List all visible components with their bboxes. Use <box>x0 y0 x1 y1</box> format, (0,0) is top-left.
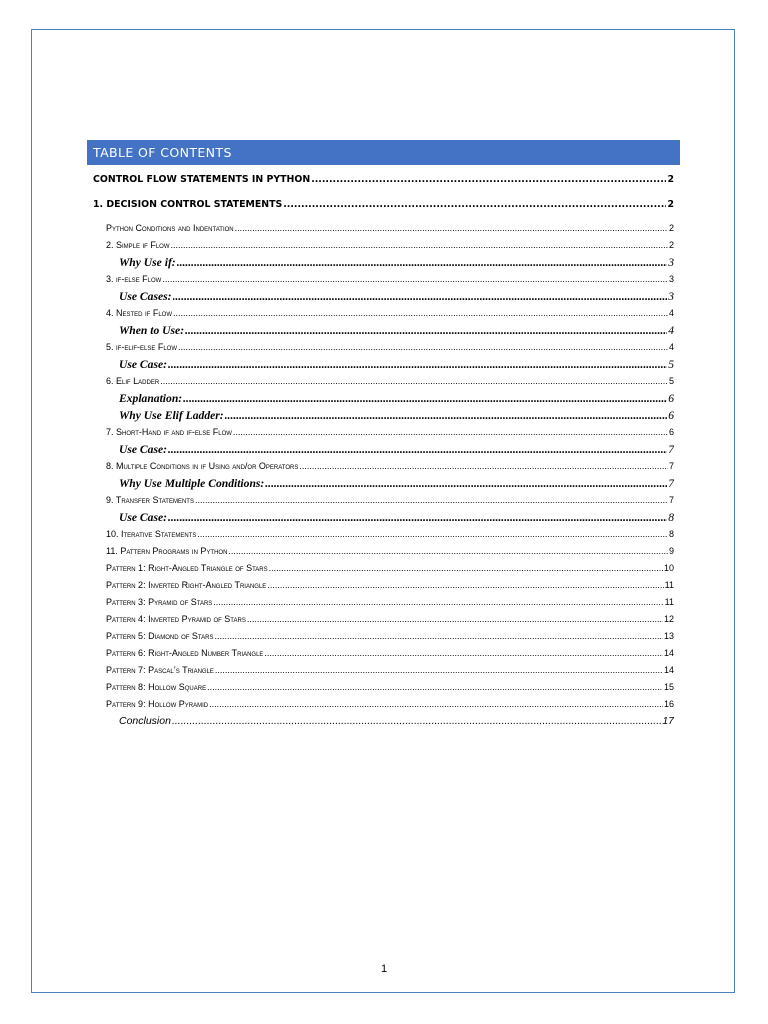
toc-entry[interactable]: 9. Transfer Statements ..... 7 <box>93 492 674 509</box>
toc-entry[interactable]: Why Use Elif Ladder: ..... 6 <box>93 407 674 424</box>
toc-entry[interactable]: 10. Iterative Statements ..... 8 <box>93 526 674 543</box>
toc-entry[interactable]: Pattern 4: Inverted Pyramid of Stars ..... 12 <box>93 611 674 628</box>
toc-entry[interactable]: 2. Simple if Flow ..... 2 <box>93 237 674 254</box>
toc-entry[interactable]: Why Use Multiple Conditions: ..... 7 <box>93 475 674 492</box>
toc-entry[interactable]: 4. Nested if Flow ..... 4 <box>93 305 674 322</box>
toc-entry[interactable]: Pattern 1: Right-Angled Triangle of Stars ..... 10 <box>93 560 674 577</box>
toc-entry[interactable]: 6. Elif Ladder ..... 5 <box>93 373 674 390</box>
toc-entry[interactable]: Why Use if: ..... 3 <box>93 254 674 271</box>
toc-entry[interactable]: Use Case: ..... 5 <box>93 356 674 373</box>
toc-entry[interactable]: Pattern 8: Hollow Square ..... 15 <box>93 679 674 696</box>
page-number: 1 <box>380 963 388 975</box>
toc-entry[interactable]: Python Conditions and Indentation ..... 2 <box>93 220 674 237</box>
toc-entry[interactable]: 7. Short-Hand if and if-else Flow ..... 6 <box>93 424 674 441</box>
toc-entry[interactable]: Pattern 7: Pascal’s Triangle ..... 14 <box>93 662 674 679</box>
toc-entry[interactable]: 8. Multiple Conditions in if Using and/or Operators ..... 7 <box>93 458 674 475</box>
toc-entry[interactable]: 11. Pattern Programs in Python ..... 9 <box>93 543 674 560</box>
toc-entry[interactable]: Pattern 5: Diamond of Stars ..... 13 <box>93 628 674 645</box>
toc-entry[interactable]: Pattern 2: Inverted Right-Angled Triangle ..... 11 <box>93 577 674 594</box>
toc-entry[interactable]: Pattern 3: Pyramid of Stars ..... 11 <box>93 594 674 611</box>
toc-entry[interactable]: 5. if-elif-else Flow ..... 4 <box>93 339 674 356</box>
toc-list <box>93 171 674 730</box>
toc-entry[interactable]: Use Cases: ..... 3 <box>93 288 674 305</box>
toc-entry[interactable]: Pattern 6: Right-Angled Number Triangle ..... 14 <box>93 645 674 662</box>
toc-entry[interactable]: 1. DECISION CONTROL STATEMENTS ..... 2 <box>93 196 674 213</box>
toc-title: TABLE OF CONTENTS <box>87 140 680 165</box>
toc-entry[interactable]: Explanation: ..... 6 <box>93 390 674 407</box>
toc-entry[interactable]: CONTROL FLOW STATEMENTS IN PYTHON ..... 2 <box>93 171 674 188</box>
toc-entry[interactable]: Use Case: ..... 8 <box>93 509 674 526</box>
toc-entry[interactable]: Pattern 9: Hollow Pyramid ..... 16 <box>93 696 674 713</box>
toc-entry[interactable]: 3. if-else Flow ..... 3 <box>93 271 674 288</box>
toc-entry[interactable]: When to Use: ..... 4 <box>93 322 674 339</box>
toc-entry[interactable]: Use Case: ..... 7 <box>93 441 674 458</box>
toc-entry[interactable]: Conclusion ..... 17 <box>93 713 674 730</box>
